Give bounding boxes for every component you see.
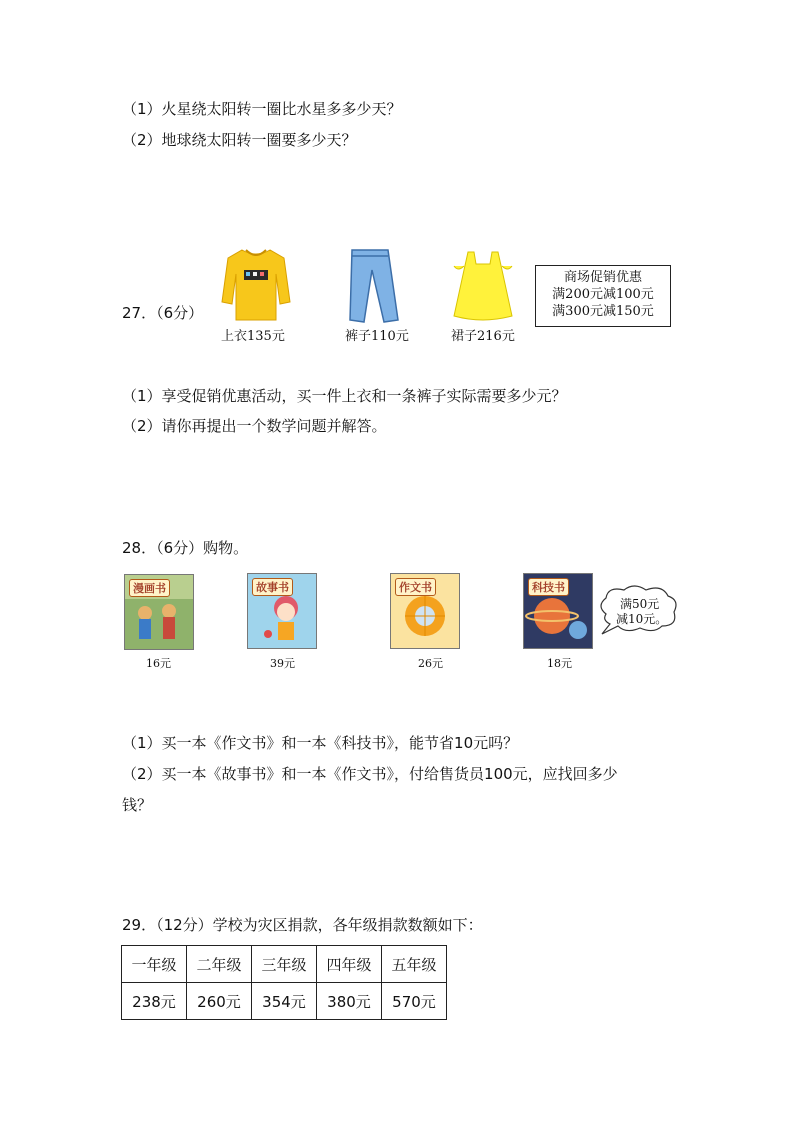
- table-cell: 260元: [187, 983, 252, 1020]
- table-header-cell: 一年级: [122, 946, 187, 983]
- promotion-line-2: 满300元减150元: [552, 304, 654, 319]
- book-price-composition: 26元: [418, 657, 443, 670]
- q29-heading: 29．（12分）学校为灾区捐款，各年级捐款数额如下：: [122, 916, 483, 934]
- book-price-comic: 16元: [146, 657, 171, 670]
- table-row: [122, 983, 447, 1020]
- item-price-pants: 裤子110元: [345, 329, 409, 344]
- promotion-title: 商场促销优惠: [563, 270, 642, 285]
- table-header-cell: 四年级: [317, 946, 382, 983]
- q27-number: 27．（6分）: [122, 304, 204, 322]
- bubble-line-2: 减10元。: [616, 612, 668, 626]
- book-title-comic: 漫画书: [129, 579, 170, 597]
- table-header-cell: 三年级: [252, 946, 317, 983]
- yellow-dress-icon: [452, 250, 514, 322]
- donation-table: [121, 945, 447, 1020]
- q28-heading: 28．（6分）购物。: [122, 539, 249, 557]
- book-price-story: 39元: [270, 657, 295, 670]
- book-cover-science: [523, 573, 593, 649]
- table-cell: 238元: [122, 983, 187, 1020]
- table-header-cell: 五年级: [382, 946, 447, 983]
- yellow-sweater-icon: [220, 244, 292, 322]
- book-title-science: 科技书: [528, 578, 569, 596]
- promotion-line-1: 满200元减100元: [552, 287, 654, 302]
- q27-subquestion-2: （2）请你再提出一个数学问题并解答。: [122, 417, 387, 435]
- q27-subquestion-1: （1）享受促销优惠活动，买一件上衣和一条裤子实际需要多少元？: [122, 387, 567, 405]
- q28-subquestion-2-continued: 钱？: [122, 796, 153, 814]
- book-cover-story: [247, 573, 317, 649]
- book-title-composition: 作文书: [395, 578, 436, 596]
- book-price-science: 18元: [547, 657, 572, 670]
- table-cell: 570元: [382, 983, 447, 1020]
- item-price-shirt: 上衣135元: [221, 329, 285, 344]
- q28-subquestion-1: （1）买一本《作文书》和一本《科技书》，能节省10元吗？: [122, 734, 519, 752]
- q26-subquestion-2: （2）地球绕太阳转一圈要多少天？: [122, 131, 357, 149]
- book-title-story: 故事书: [252, 578, 293, 596]
- bubble-line-1: 满50元: [620, 597, 660, 611]
- table-header-cell: 二年级: [187, 946, 252, 983]
- blue-jeans-icon: [344, 248, 400, 324]
- q26-subquestion-1: （1）火星绕太阳转一圈比水星多多少天？: [122, 100, 402, 118]
- item-price-skirt: 裙子216元: [451, 329, 515, 344]
- book-cover-composition: [390, 573, 460, 649]
- table-cell: 354元: [252, 983, 317, 1020]
- table-cell: 380元: [317, 983, 382, 1020]
- table-header-row: [122, 946, 447, 983]
- q28-subquestion-2: （2）买一本《故事书》和一本《作文书》，付给售货员100元，应找回多少: [122, 765, 618, 783]
- book-cover-comic: [124, 574, 194, 650]
- promotion-box: [535, 265, 671, 327]
